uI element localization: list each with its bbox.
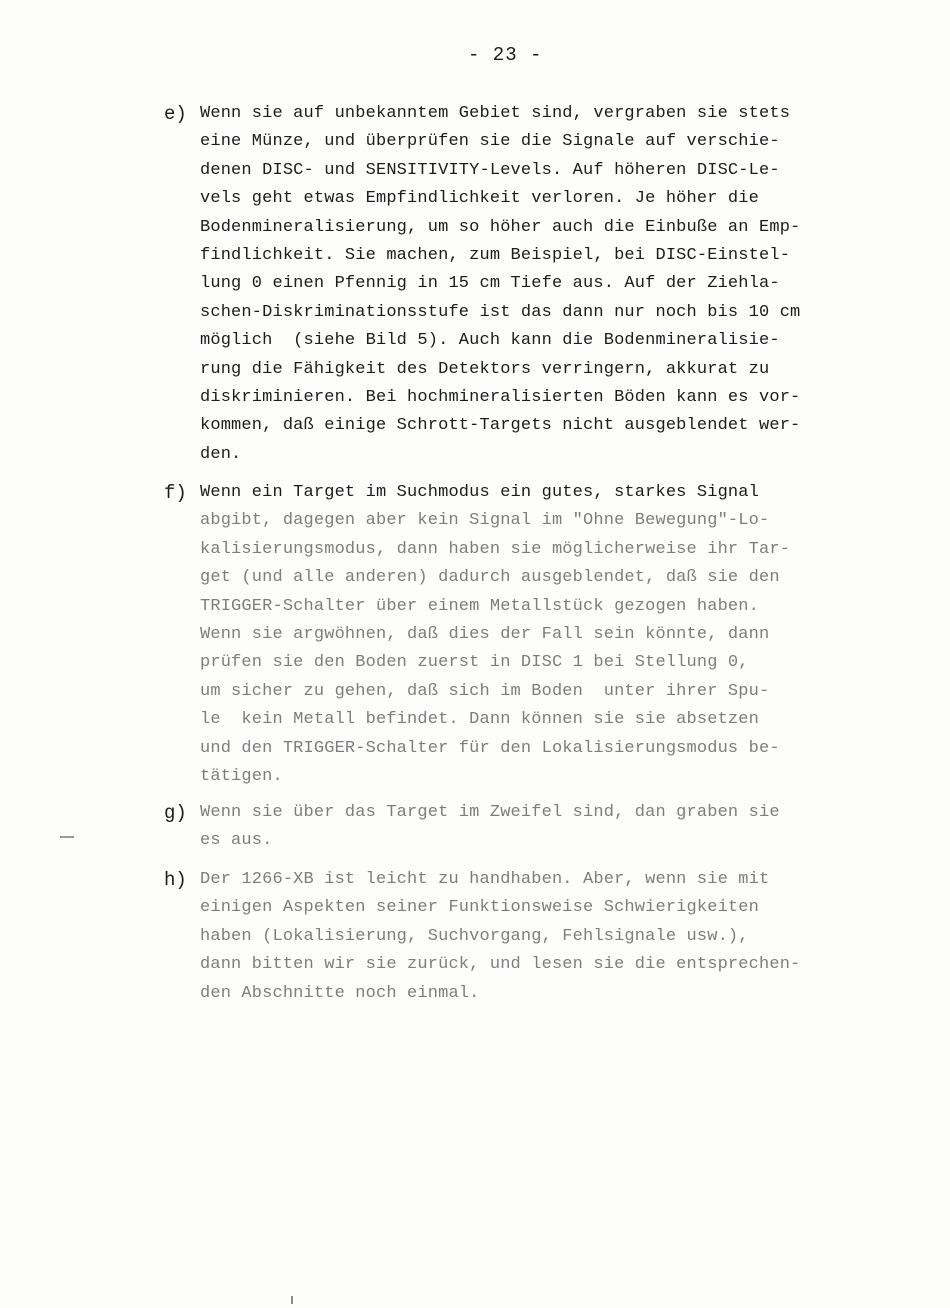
text-line: eine Münze, und überprüfen sie die Signale auf verschie- [200,132,780,152]
text-line: vels geht etwas Empfindlichkeit verloren. Je höher die [200,189,759,209]
text-line: möglich (siehe Bild 5). Auch kann die Bodenmineralisie- [200,331,780,351]
text-line: einigen Aspekten seiner Funktionsweise Schwierigkeiten [200,898,759,918]
text-line: den. [200,444,242,464]
item-marker: g) [164,802,187,824]
text-line: und den TRIGGER-Schalter für den Lokalisierungsmodus be- [200,738,780,758]
item-text [200,799,864,856]
text-line: es aus. [200,831,273,851]
text-line: haben (Lokalisierung, Suchvorgang, Fehlsignale usw.), [200,926,749,946]
text-line: kalisierungsmodus, dann haben sie möglicherweise ihr Tar- [200,539,791,559]
scan-mark [291,1296,293,1304]
text-line: Wenn ein Target im Suchmodus ein gutes, starkes Signal [200,483,759,502]
text-line: denen DISC- und SENSITIVITY-Levels. Auf höheren DISC-Le- [200,160,780,180]
text-line: schen-Diskriminationsstufe ist das dann nur noch bis 10 cm [200,302,801,322]
text-line: prüfen sie den Boden zuerst in DISC 1 bei Stellung 0, [200,653,749,673]
text-line: kommen, daß einige Schrott-Targets nicht ausgeblendet wer- [200,416,801,436]
text-line: rung die Fähigkeit des Detektors verringern, akkurat zu [200,359,770,379]
text-line: findlichkeit. Sie machen, zum Beispiel, bei DISC-Einstel- [200,245,791,265]
text-line: Wenn sie auf unbekanntem Gebiet sind, vergraben sie stets [200,104,791,123]
item-text [200,100,864,469]
item-marker: e) [164,103,187,125]
text-line: get (und alle anderen) dadurch ausgeblendet, daß sie den [200,568,780,588]
text-line: Bodenmineralisierung, um so höher auch die Einbuße an Emp- [200,217,801,237]
item-text [200,866,864,1008]
text-line: abgibt, dagegen aber kein Signal im "Ohne Bewegung"-Lo- [200,511,770,531]
text-line: um sicher zu gehen, daß sich im Boden unter ihrer Spu- [200,681,770,701]
page-number: - 23 - [468,44,543,66]
text-line: TRIGGER-Schalter über einem Metallstück gezogen haben. [200,596,759,616]
item-text [200,479,864,791]
text-line: lung 0 einen Pfennig in 15 cm Tiefe aus. Auf der Ziehla- [200,274,780,294]
text-line: dann bitten wir sie zurück, und lesen sie die entsprechen- [200,955,801,975]
text-line: diskriminieren. Bei hochmineralisierten Böden kann es vor- [200,387,801,407]
text-line: tätigen. [200,766,283,786]
text-line: le kein Metall befindet. Dann können sie sie absetzen [200,710,759,730]
item-marker: h) [164,869,187,891]
text-line: den Abschnitte noch einmal. [200,983,480,1003]
text-line: Wenn sie über das Target im Zweifel sind, dan graben sie [200,803,780,822]
text-line: Wenn sie argwöhnen, daß dies der Fall sein könnte, dann [200,624,770,644]
text-line: Der 1266-XB ist leicht zu handhaben. Aber, wenn sie mit [200,870,770,889]
margin-mark [60,836,74,838]
item-marker: f) [164,482,187,504]
